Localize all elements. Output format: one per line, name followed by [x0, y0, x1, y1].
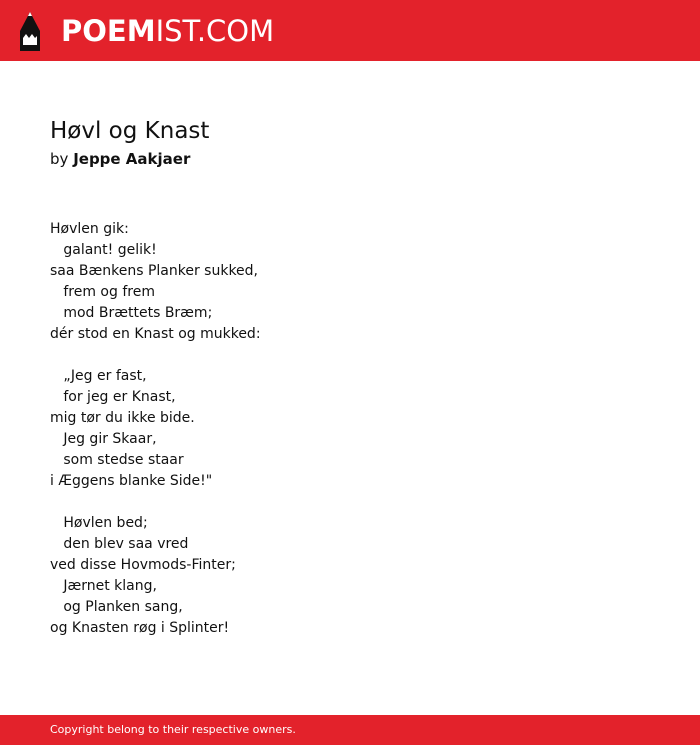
logo-light-text: IST.COM — [155, 14, 275, 48]
poem-line: som stedse staar — [50, 452, 184, 468]
poem-line: Høvlen bed; — [50, 515, 148, 531]
site-logo-text — [61, 10, 274, 52]
poem-line: galant! gelik! — [50, 242, 157, 258]
site-logo-link[interactable] — [18, 10, 274, 52]
poem-line: frem og frem — [50, 284, 155, 300]
poem-line: mig tør du ikke bide. — [50, 410, 195, 426]
poem-line: Høvlen gik: — [50, 221, 129, 237]
stanza-break — [50, 345, 550, 366]
poem-body — [50, 219, 550, 639]
logo-bold-text: POEM — [61, 14, 156, 48]
poem-line: ved disse Hovmods-Finter; — [50, 557, 236, 573]
site-footer — [0, 715, 700, 745]
copyright-text: Copyright belong to their respective owners. — [50, 723, 296, 736]
poem-line: dér stod en Knast og mukked: — [50, 326, 261, 342]
poem-title: Høvl og Knast — [50, 118, 210, 144]
poem-line: den blev saa vred — [50, 536, 189, 552]
stanza-break — [50, 492, 550, 513]
author-link[interactable]: Jeppe Aakjaer — [73, 150, 191, 168]
poem-byline — [50, 148, 190, 170]
poem-line: „Jeg er fast, — [50, 368, 147, 384]
pencil-icon — [18, 11, 42, 52]
poem-line: saa Bænkens Planker sukked, — [50, 263, 259, 279]
poem-line: Jeg gir Skaar, — [50, 431, 157, 447]
poem-line: og Knasten røg i Splinter! — [50, 620, 230, 636]
by-label: by — [50, 150, 69, 168]
site-header — [0, 0, 700, 61]
poem-line: Jærnet klang, — [50, 578, 157, 594]
poem-line: for jeg er Knast, — [50, 389, 176, 405]
poem-line: i Æggens blanke Side!" — [50, 473, 213, 489]
poem-line: og Planken sang, — [50, 599, 183, 615]
poem-line: mod Brættets Bræm; — [50, 305, 213, 321]
